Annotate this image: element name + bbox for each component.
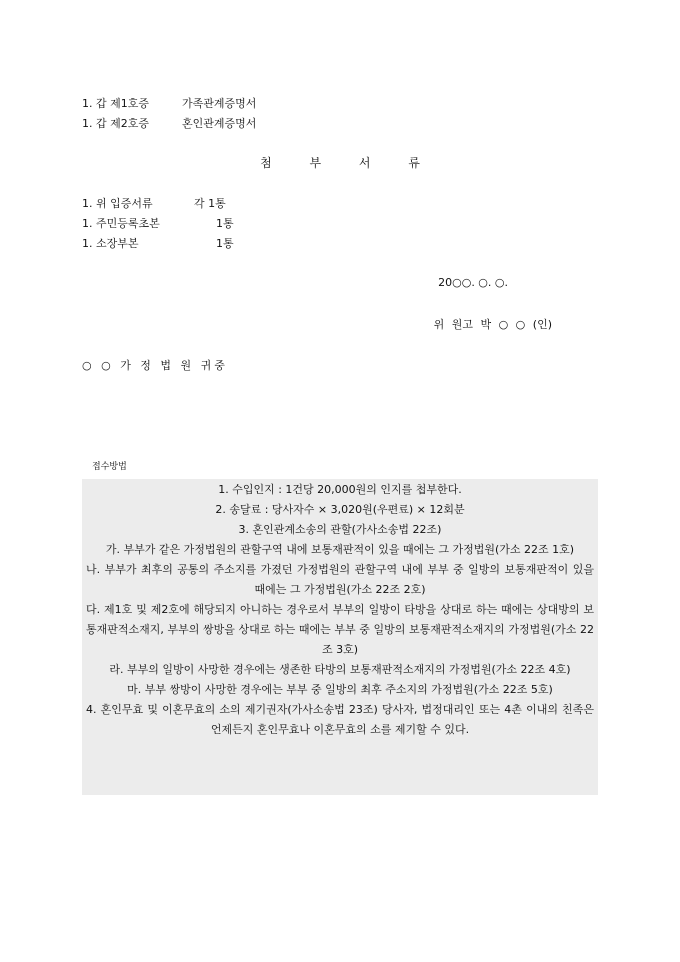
attachment-name: 1. 주민등록초본 <box>82 217 160 230</box>
evidence-list <box>82 94 256 134</box>
method-line: 1. 수입인지 : 1건당 20,000원의 인지를 첩부한다. <box>218 483 462 496</box>
method-line: 나. 부부가 최후의 공통의 주소지를 가졌던 가정법원의 관할구역 내에 부부 중 일방의 보통재판적이 있을 때에는 그 가정법원(가소 22조 2호) <box>86 563 594 596</box>
attachment-item <box>82 214 234 234</box>
method-line: 4. 혼인무효 및 이혼무효의 소의 제기권자(가사소송법 23조) 당사자, 법정대리인 또는 4촌 이내의 친족은 언제든지 혼인무효나 이혼무효의 소를 제기할 수 있다. <box>86 703 594 736</box>
method-line: 가. 부부가 같은 가정법원의 관할구역 내에 보통재판적이 있을 때에는 그 가정법원(가소 22조 1호) <box>105 543 575 556</box>
method-line: 2. 송달료 : 당사자수 × 3,020원(우편료) × 12회분 <box>215 503 465 516</box>
attachment-name: 1. 위 입증서류 <box>82 197 153 210</box>
evidence-number: 1. 갑 제1호증 <box>82 97 149 110</box>
plaintiff-signature: 위 원고 박 ○ ○ (인) <box>433 318 552 331</box>
attachment-item <box>82 234 234 254</box>
filing-method-box <box>82 479 598 795</box>
method-line: 3. 혼인관계소송의 관할(가사소송법 22조) <box>238 523 442 536</box>
evidence-number: 1. 갑 제2호증 <box>82 117 149 130</box>
court-addressee: ○ ○ 가 정 법 원 귀중 <box>82 359 228 372</box>
evidence-item <box>82 94 256 114</box>
method-line: 다. 제1호 및 제2호에 해당되지 아니하는 경우로서 부부의 일방이 타방을 상대로 하는 때에는 상대방의 보통재판적소재지, 부부의 쌍방을 상대로 하는 때에는 부부 중 일방의 보통재판적소재지의 가정법원(가소 22조 3호) <box>86 603 594 656</box>
attachment-qty: 1통 <box>216 217 234 230</box>
filing-method-label: 접수방법 <box>92 462 127 472</box>
attachment-qty: 1통 <box>216 237 234 250</box>
attachment-name: 1. 소장부본 <box>82 237 139 250</box>
method-line: 마. 부부 쌍방이 사망한 경우에는 부부 중 일방의 최후 주소지의 가정법원(가소 22조 5호) <box>127 683 553 696</box>
filing-date: 20○○. ○. ○. <box>438 276 508 289</box>
attachments-list <box>82 194 234 254</box>
evidence-item <box>82 114 256 134</box>
evidence-name: 가족관계증명서 <box>182 97 257 110</box>
attachments-title: 첨 부 서 류 <box>260 156 437 170</box>
attachment-item <box>82 194 234 214</box>
evidence-name: 혼인관계증명서 <box>182 117 257 130</box>
method-line: 라. 부부의 일방이 사망한 경우에는 생존한 타방의 보통재판적소재지의 가정법원(가소 22조 4호) <box>109 663 571 676</box>
attachment-qty: 각 1통 <box>194 197 226 210</box>
